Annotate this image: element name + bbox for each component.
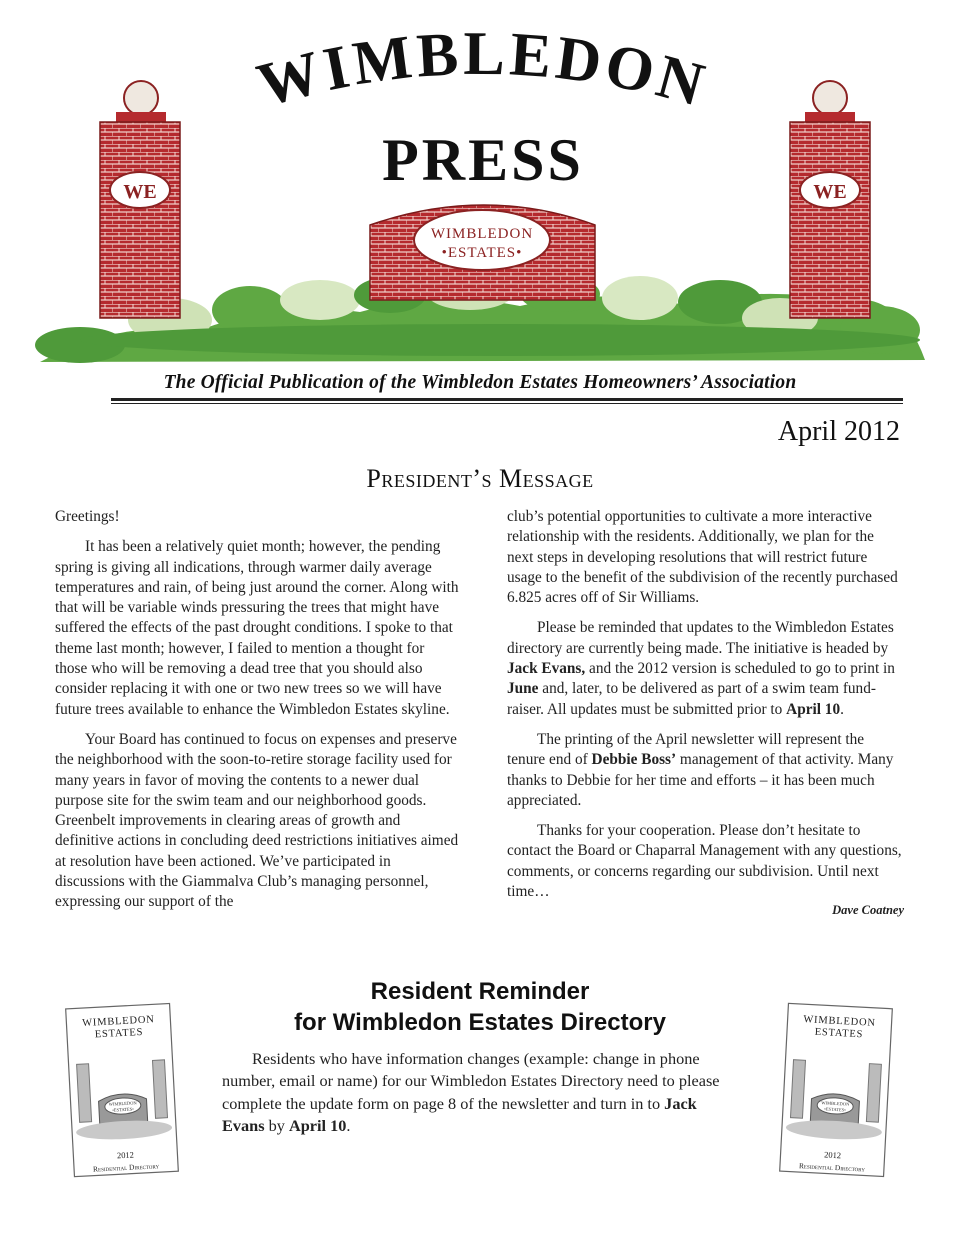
- greeting: Greetings!: [55, 508, 120, 525]
- masthead-rule-thin: [111, 403, 903, 404]
- text-run: and the 2012 version is scheduled to go to print in: [585, 660, 895, 678]
- text-run: Please be reminded that updates to the Wimbledon Estates directory are currently being made. The initiative is headed by: [507, 619, 894, 657]
- dir-year: 2012: [823, 1149, 842, 1161]
- text-run-bold: June: [507, 680, 539, 698]
- article-paragraph: [507, 618, 904, 719]
- sign-text-line1: WIMBLEDON: [430, 226, 534, 242]
- dir-title-line2: ESTATES: [814, 1026, 864, 1041]
- article-column-right: [507, 507, 904, 921]
- masthead-illustration: [0, 0, 960, 380]
- reminder-body: [222, 1048, 738, 1137]
- issue-date: April 2012: [777, 416, 900, 447]
- text-run: .: [346, 1115, 351, 1135]
- reminder-title-line2: for Wimbledon Estates Directory: [294, 1009, 666, 1036]
- dir-title-line1: WIMBLEDON: [803, 1014, 877, 1029]
- pillar-logo-right: WE: [813, 181, 847, 203]
- estates-sign: [370, 205, 595, 300]
- text-run: management of that activity. Many thanks to Debbie for her time and efforts – it has been much appreciated.: [507, 751, 894, 809]
- text-run: .: [840, 700, 844, 718]
- masthead: [0, 0, 960, 380]
- masthead-rule-thick: [111, 398, 903, 401]
- text-run: Residents who have information changes (example: change in phone number, email or name) for our Wimbledon Estates Directory need to please complete the update form on page 8 of the newsletter and turn in to: [222, 1049, 720, 1113]
- masthead-title-press: PRESS: [382, 127, 584, 193]
- masthead-title-arc: WIMBLEDON: [250, 19, 715, 121]
- left-pillar: [100, 81, 180, 318]
- text-run-bold: Jack Evans: [222, 1093, 697, 1135]
- dir-sign-line1: WIMBLEDON: [108, 1100, 137, 1107]
- text-run-bold: April 10: [786, 700, 841, 718]
- text-run: by: [264, 1115, 289, 1135]
- directory-cover-left: [64, 1000, 182, 1185]
- article-paragraph: It has been a relatively quiet month; however, the pending spring is giving all indications, through warmer daily average temperatures and rain, of being just around the corner. Along with that will be variable winds pressuring the trees that might have suffered the effects of the past drought conditions. I spoke to that theme last month; however, I failed to mention a thought for those who will be removing a dead tree that you should also consider replacing it with one or two new trees so we will have future trees available to enhance the Wimbledon Estates skyline.: [55, 538, 459, 718]
- text-run: and, later, to be delivered as part of a swim team fund-raiser. All updates must be submitted prior to: [507, 680, 876, 718]
- dir-caption: Residential Directory: [798, 1161, 866, 1174]
- dir-sign-line2: •ESTATES•: [112, 1106, 134, 1113]
- pillar-logo-left: WE: [123, 181, 157, 203]
- reminder-title: [210, 976, 750, 1038]
- sign-text-line2: •ESTATES•: [441, 245, 523, 261]
- reminder-title-line1: Resident Reminder: [370, 978, 590, 1005]
- reminder-paragraph: [222, 1048, 738, 1137]
- dir-title-line2: ESTATES: [94, 1026, 144, 1041]
- dir-year: 2012: [116, 1149, 135, 1161]
- text-run-bold: Jack Evans,: [507, 660, 586, 678]
- article-column-left: [55, 507, 460, 923]
- right-pillar: [790, 81, 870, 318]
- dir-sign-line1: WIMBLEDON: [821, 1100, 850, 1107]
- directory-cover-right: [778, 1000, 896, 1185]
- text-run-bold: April 10: [288, 1115, 347, 1135]
- text-run: The printing of the April newsletter will represent the tenure end of: [507, 730, 865, 769]
- article-paragraph: [507, 730, 904, 811]
- masthead-subtitle: The Official Publication of the Wimbledon Estates Homeowners’ Association: [163, 372, 797, 393]
- dir-caption: Residential Directory: [92, 1161, 160, 1174]
- dir-sign-line2: •ESTATES•: [824, 1106, 846, 1113]
- article-paragraph: Your Board has continued to focus on expenses and preserve the neighborhood with the soon-to-retire storage facility used for many years in favor of moving the contents to a newer dual purpose site for the swim team and our neighborhood goods. Greenbelt improvements in clearing areas of growth and definitive actions in concluding deed restrictions initiatives aimed at resolution have been actioned. We’ve participated in discussions with the Giammalva Club’s managing personnel, expressing our support of the: [55, 730, 459, 911]
- text-run-bold: Debbie Boss’: [591, 751, 677, 769]
- dir-title-line1: WIMBLEDON: [81, 1014, 155, 1030]
- article-paragraph: club’s potential opportunities to cultivate a more interactive relationship with the residents. Additionally, we plan for the next steps in developing resolutions that will restrict future usage to the benefit of the subdivision of the recently purchased 6.825 acres off of Sir Williams.: [507, 508, 898, 607]
- president-message-heading: President’s Message: [366, 464, 594, 493]
- directory-cover-image: [64, 1000, 182, 1180]
- signature: Dave Coatney: [832, 903, 904, 918]
- article-paragraph: Thanks for your cooperation. Please don’t hesitate to contact the Board or Chaparral Management with any questions, comments, or concerns regarding our subdivision. Until next time…: [507, 822, 902, 901]
- directory-cover-image: [778, 1000, 896, 1180]
